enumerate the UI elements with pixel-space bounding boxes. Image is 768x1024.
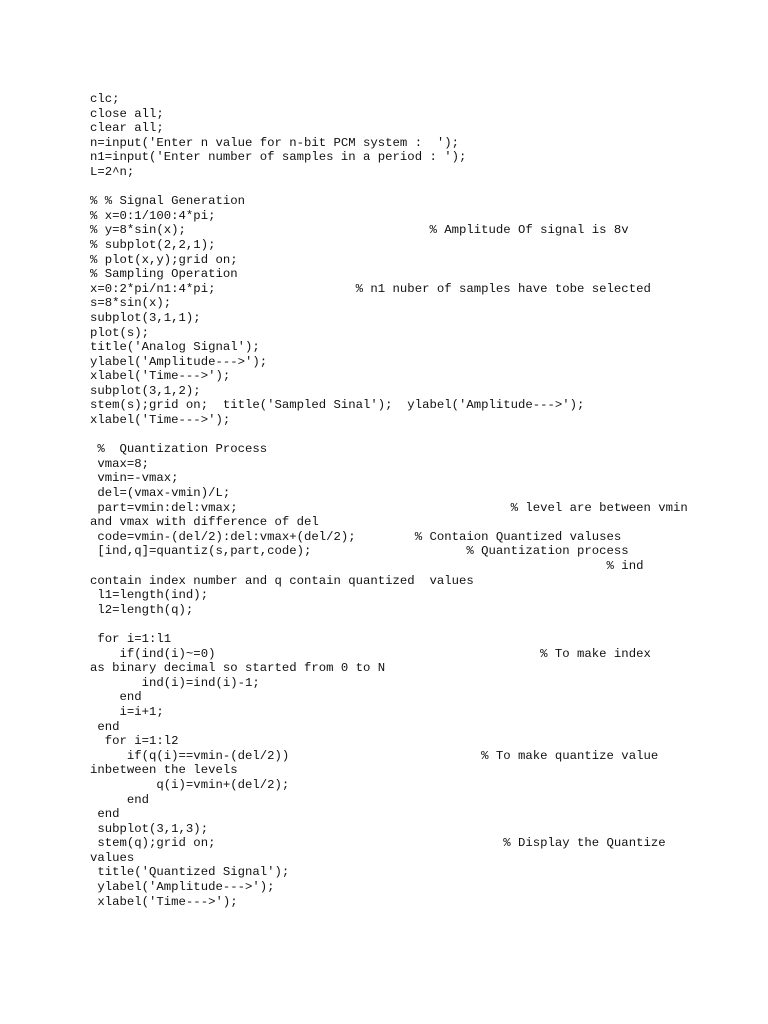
code-line: title('Quantized Signal');	[90, 865, 290, 880]
blank-line	[90, 180, 688, 195]
blank-line	[90, 617, 688, 632]
code-line: as binary decimal so started from 0 to N	[90, 661, 386, 676]
code-line: values	[90, 850, 135, 865]
code-line: end	[90, 719, 120, 734]
code-line: % % Signal Generation	[90, 194, 245, 209]
code-line: % ind	[90, 559, 644, 573]
code-line: subplot(3,1,2);	[90, 383, 201, 398]
code-line: ylabel('Amplitude--->');	[90, 354, 268, 369]
code-line: for i=1:l1	[90, 631, 172, 646]
code-line: part=vmin:del:vmax; % level are between vmin	[90, 500, 688, 515]
code-line: i=i+1;	[90, 704, 164, 719]
code-line: % Quantization Process	[90, 442, 268, 457]
code-line: stem(q);grid on; % Display the Quantize	[90, 836, 666, 851]
code-line: clc;	[90, 92, 120, 106]
code-line: q(i)=vmin+(del/2);	[90, 777, 290, 792]
blank-line	[90, 428, 688, 443]
code-line: vmax=8;	[90, 456, 150, 471]
code-line: contain index number and q contain quantized values	[90, 573, 474, 588]
code-line: ind(i)=ind(i)-1;	[90, 675, 260, 690]
matlab-code-listing	[90, 92, 688, 909]
code-line: x=0:2*pi/n1:4*pi; % n1 nuber of samples have tobe selected	[90, 281, 651, 296]
code-line: title('Analog Signal');	[90, 340, 260, 355]
code-line: subplot(3,1,3);	[90, 821, 209, 836]
code-line: n=input('Enter n value for n-bit PCM system : ');	[90, 135, 459, 150]
code-line: if(q(i)==vmin-(del/2)) % To make quantize value	[90, 748, 659, 763]
code-line: [ind,q]=quantiz(s,part,code); % Quantization process	[90, 544, 629, 559]
code-line: close all;	[90, 106, 164, 121]
code-line: % subplot(2,2,1);	[90, 237, 216, 252]
code-line: ylabel('Amplitude--->');	[90, 880, 275, 895]
code-line: plot(s);	[90, 325, 150, 340]
code-line: for i=1:l2	[90, 734, 179, 749]
code-line: % y=8*sin(x); % Amplitude Of signal is 8v	[90, 223, 629, 238]
code-line: L=2^n;	[90, 164, 135, 179]
code-line: del=(vmax-vmin)/L;	[90, 486, 231, 501]
code-line: % Sampling Operation	[90, 267, 238, 282]
code-line: xlabel('Time--->');	[90, 413, 231, 428]
code-line: s=8*sin(x);	[90, 296, 172, 311]
code-line: stem(s);grid on; title('Sampled Sinal'); ylabel('Amplitude--->');	[90, 398, 585, 413]
code-line: inbetween the levels	[90, 763, 238, 778]
code-line: clear all;	[90, 121, 164, 136]
code-line: xlabel('Time--->');	[90, 894, 238, 909]
code-line: end	[90, 807, 120, 822]
code-line: subplot(3,1,1);	[90, 310, 201, 325]
code-line: l1=length(ind);	[90, 588, 209, 603]
code-line: n1=input('Enter number of samples in a period : ');	[90, 150, 467, 165]
code-line: code=vmin-(del/2):del:vmax+(del/2); % Contaion Quantized valuses	[90, 529, 622, 544]
code-line: l2=length(q);	[90, 602, 194, 617]
code-line: vmin=-vmax;	[90, 471, 179, 486]
code-line: if(ind(i)~=0) % To make index	[90, 646, 651, 661]
code-line: end	[90, 690, 142, 705]
code-line: end	[90, 792, 150, 807]
code-line: xlabel('Time--->');	[90, 369, 231, 384]
code-line: and vmax with difference of del	[90, 515, 319, 530]
code-line: % plot(x,y);grid on;	[90, 252, 238, 267]
code-line: % x=0:1/100:4*pi;	[90, 208, 216, 223]
